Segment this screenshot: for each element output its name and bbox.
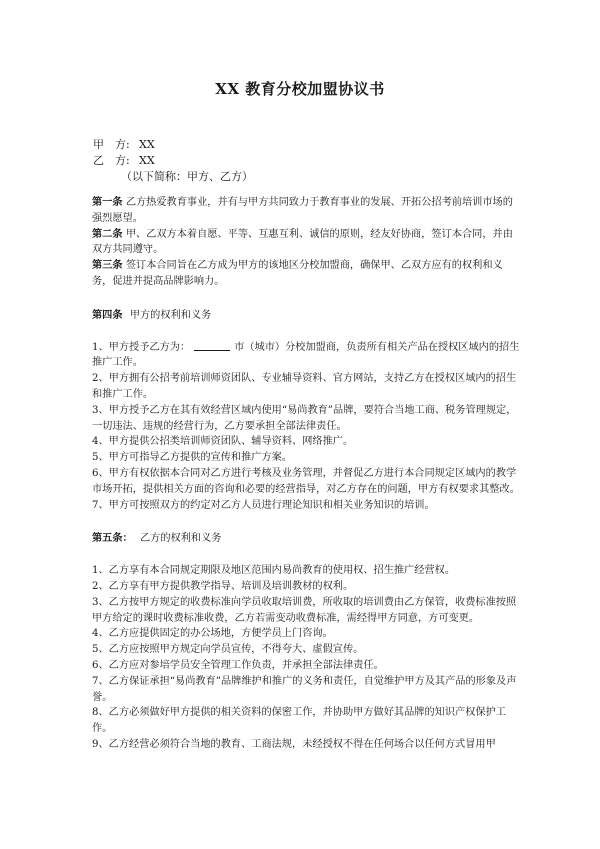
section-5-item-2: 2、乙方享有甲方提供教学指导、培训及培训教材的权利。 <box>92 580 354 592</box>
city-blank-line <box>194 340 230 351</box>
article-2 <box>92 227 522 259</box>
document-title: XX 教育分校加盟协议书 <box>215 80 385 98</box>
section-5-title: 乙方的权利和义务 <box>140 533 222 545</box>
article-1-text: 乙方热爱教育事业，并有与甲方共同致力于教育事业的发展、开拓公招考前培训市场的强烈愿望。 <box>92 197 513 224</box>
section-4-item-4: 4、甲方提供公招类培训师资团队、辅导资料、网络推广。 <box>92 436 354 448</box>
article-2-label: 第二条 <box>92 227 123 240</box>
section-5-item-6: 6、乙方应对参培学员安全管理工作负责，并承担全部法律责任。 <box>92 659 384 671</box>
party-a-value: XX <box>139 138 155 151</box>
section-4-label: 第四条 <box>92 308 123 321</box>
section-4-item-7: 7、甲方可按照双方的约定对乙方人员进行理论知识和相关业务知识的培训。 <box>92 499 435 511</box>
article-3-label: 第三条 <box>92 259 123 272</box>
agreement-body <box>92 195 522 753</box>
section-4-item-1-prefix: 1、甲方授予乙方为： <box>92 341 191 353</box>
party-b-label: 乙 方: <box>93 154 130 167</box>
article-2-text: 甲、乙双方本着自愿、平等、互惠互利、诚信的原则，经友好协商，签订本合同，并由双方共同遵守。 <box>92 228 513 256</box>
article-3 <box>92 258 522 290</box>
article-3-text: 签订本合同旨在乙方成为甲方的该地区分校加盟商，确保甲、乙双方应有的权利和义务，促进并提高品牌影响力。 <box>92 260 503 287</box>
section-5-item-7: 7、乙方保证承担“易尚教育”品牌维护和推广的义务和责任，自觉维护甲方及其产品的形象及声誉。 <box>92 675 517 703</box>
section-5-item-5: 5、乙方应按照甲方规定向学员宣传，不得夸大、虚假宣传。 <box>92 644 364 656</box>
section-4-heading <box>92 308 522 324</box>
section-4-item-5: 5、甲方可指导乙方提供的宣传和推广方案。 <box>92 452 293 464</box>
party-b-row <box>93 153 253 169</box>
section-4-item-1-suffix: 市（城市）分校加盟商，负责所有相关产品在授权区域内的招生推广工作。 <box>92 341 520 369</box>
article-1 <box>92 195 522 227</box>
section-5-item-9: 9、乙方经营必须符合当地的教育、工商法规，未经授权不得在任何场合以任何方式冒用甲 <box>92 738 496 750</box>
section-4-item-3: 3、甲方授予乙方在其有效经营区域内使用“易尚教育”品牌，要符合当地工商、税务管理规定，一切违法、违规的经营行为，乙方要承担全部法律责任。 <box>92 404 517 432</box>
party-b-value: XX <box>139 154 155 167</box>
section-5-label: 第五条： <box>92 532 133 545</box>
section-5-item-1: 1、乙方享有本合同规定期限及地区范围内易尚教育的使用权、招生推广经营权。 <box>92 565 456 577</box>
section-4-item-1 <box>92 340 522 372</box>
section-5-item-8: 8、乙方必须做好甲方提供的相关资料的保密工作，并协助甲方做好其品牌的知识产权保护工作。 <box>92 707 506 735</box>
section-5-item-3: 3、乙方按甲方规定的收费标准向学员收取培训费，所收取的培训费由乙方保管，收费标准按照甲方给定的课时收费标准收费，乙方若需变动收费标准，需经得甲方同意，方可变更。 <box>92 596 517 624</box>
parties-block <box>93 137 253 185</box>
section-4-title: 甲方的权利和义务 <box>129 309 212 321</box>
section-4-item-6: 6、甲方有权依据本合同对乙方进行考核及业务管理，并督促乙方进行本合同规定区域内的教学市场开拓，提供相关方面的咨询和必要的经营指导，对乙方存在的问题，甲方有权要求其整改。 <box>92 467 520 495</box>
article-1-label: 第一条 <box>92 196 123 208</box>
party-a-row <box>93 137 253 153</box>
party-a-label: 甲 方: <box>93 138 130 151</box>
section-4-item-2: 2、甲方拥有公招考前培训师资团队、专业辅导资料、官方网站，支持乙方在授权区域内的招生和推广工作。 <box>92 373 517 400</box>
parties-abbreviation-note: （以下简称：甲方、乙方） <box>121 170 253 183</box>
section-5-item-4: 4、乙方应提供固定的办公场地，方便学员上门咨询。 <box>92 628 333 640</box>
section-5-heading <box>92 531 522 547</box>
